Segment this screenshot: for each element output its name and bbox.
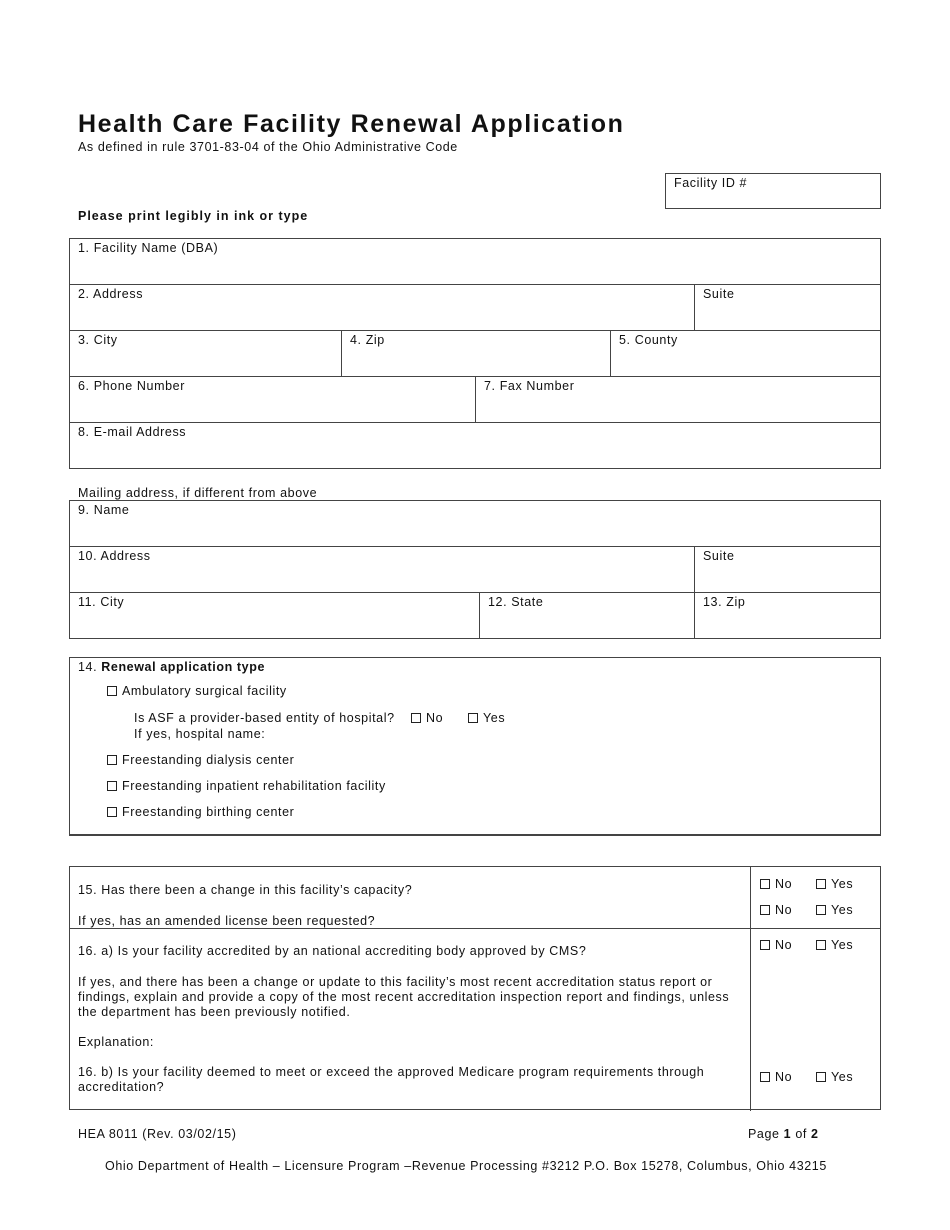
q16b-no-label: No <box>775 1070 793 1084</box>
birthing-label: Freestanding birthing center <box>122 805 295 819</box>
city-row <box>70 331 880 377</box>
q16-text-area <box>70 929 750 1111</box>
hospital-name-label: If yes, hospital name: <box>134 727 266 741</box>
asf-no-checkbox[interactable] <box>411 713 421 723</box>
dialysis-label: Freestanding dialysis center <box>122 753 295 767</box>
mailing-address-field[interactable] <box>70 547 694 592</box>
explanation-label[interactable]: Explanation: <box>78 1035 154 1049</box>
q15b-no-label: No <box>775 903 793 917</box>
q16b-no-checkbox[interactable] <box>760 1072 770 1082</box>
page-word: Page <box>748 1127 780 1141</box>
facility-name-label: 1. Facility Name (DBA) <box>78 241 219 255</box>
q15-yes-option[interactable] <box>816 877 853 891</box>
q15-no-checkbox[interactable] <box>760 879 770 889</box>
asf-no-option[interactable] <box>411 711 443 725</box>
page-title: Health Care Facility Renewal Application <box>78 110 625 138</box>
q16-answers <box>750 929 880 1111</box>
mailing-suite-field[interactable] <box>694 547 880 592</box>
page-total: 2 <box>811 1127 819 1141</box>
renewal-type-number: 14. <box>78 660 98 674</box>
asf-question-text: Is ASF a provider-based entity of hospital? <box>134 711 395 725</box>
page-subtitle: As defined in rule 3701-83-04 of the Ohio Administrative Code <box>78 140 458 154</box>
asf-checkbox[interactable] <box>107 686 117 696</box>
county-label: 5. County <box>619 333 678 347</box>
mailing-zip-label: 13. Zip <box>703 595 746 609</box>
page-of: of <box>795 1127 807 1141</box>
hospital-name-field[interactable] <box>134 727 265 741</box>
rehab-option[interactable] <box>107 779 386 793</box>
mailing-state-field[interactable] <box>479 593 694 639</box>
phone-label: 6. Phone Number <box>78 379 185 393</box>
q16a-no-label: No <box>775 938 793 952</box>
phone-field[interactable] <box>70 377 475 422</box>
q16a-no-option[interactable] <box>760 938 792 952</box>
mailing-state-label: 12. State <box>488 595 544 609</box>
address-label: 2. Address <box>78 287 144 301</box>
mailing-city-row <box>70 593 880 639</box>
mailing-address-label: 10. Address <box>78 549 151 563</box>
fax-label: 7. Fax Number <box>484 379 575 393</box>
q15-yes-label: Yes <box>831 877 854 891</box>
birthing-option[interactable] <box>107 805 294 819</box>
zip-field[interactable] <box>341 331 610 376</box>
q16b-no-option[interactable] <box>760 1070 792 1084</box>
q15b-yes-option[interactable] <box>816 903 853 917</box>
q15b-no-option[interactable] <box>760 903 792 917</box>
facility-id-label: Facility ID # <box>674 176 748 190</box>
q16a-text: 16. a) Is your facility accredited by an national accrediting body approved by CMS? <box>78 944 587 958</box>
asf-yes-option[interactable] <box>468 711 505 725</box>
mailing-name-label: 9. Name <box>78 503 130 517</box>
q15-yes-checkbox[interactable] <box>816 879 826 889</box>
questions-section <box>69 866 881 1110</box>
birthing-checkbox[interactable] <box>107 807 117 817</box>
mailing-suite-label: Suite <box>703 549 735 563</box>
facility-name-field[interactable] <box>70 239 880 284</box>
facility-info-section <box>69 238 881 469</box>
rehab-checkbox[interactable] <box>107 781 117 791</box>
q15-text-area <box>70 867 750 928</box>
footer-address: Ohio Department of Health – Licensure Program –Revenue Processing #3212 P.O. Box 15278, Columbus, Ohio 43215 <box>105 1159 827 1173</box>
fax-field[interactable] <box>475 377 880 422</box>
renewal-type-heading <box>78 660 265 674</box>
renewal-type-title: Renewal application type <box>101 660 266 674</box>
email-row <box>70 423 880 469</box>
email-field[interactable] <box>70 423 880 469</box>
asf-yes-checkbox[interactable] <box>468 713 478 723</box>
mailing-zip-field[interactable] <box>694 593 880 639</box>
asf-option[interactable] <box>107 684 287 698</box>
renewal-type-section <box>69 657 881 836</box>
mailing-city-label: 11. City <box>78 595 125 609</box>
q16b-yes-label: Yes <box>831 1070 854 1084</box>
zip-label: 4. Zip <box>350 333 385 347</box>
q16b-text: 16. b) Is your facility deemed to meet or exceed the approved Medicare program requirements through accreditation? <box>78 1065 705 1094</box>
q16a-yes-checkbox[interactable] <box>816 940 826 950</box>
q15-no-label: No <box>775 877 793 891</box>
city-field[interactable] <box>70 331 341 376</box>
rehab-label: Freestanding inpatient rehabilitation facility <box>122 779 386 793</box>
q15-row <box>70 867 880 929</box>
q16a-detail: If yes, and there has been a change or update to this facility’s most recent accreditation status report or findings, explain and provide a copy of the most recent accreditation inspection report and findings, unless the department has been previously notified. <box>78 975 730 1019</box>
city-label: 3. City <box>78 333 118 347</box>
county-field[interactable] <box>610 331 880 376</box>
dialysis-checkbox[interactable] <box>107 755 117 765</box>
facility-name-row <box>70 239 880 285</box>
form-id: HEA 8011 (Rev. 03/02/15) <box>78 1127 237 1141</box>
q15b-no-checkbox[interactable] <box>760 905 770 915</box>
address-row <box>70 285 880 331</box>
asf-label: Ambulatory surgical facility <box>122 684 287 698</box>
suite-label: Suite <box>703 287 735 301</box>
page-indicator <box>748 1127 819 1141</box>
mailing-name-field[interactable] <box>70 501 880 546</box>
dialysis-option[interactable] <box>107 753 294 767</box>
mailing-section <box>69 500 881 639</box>
mailing-city-field[interactable] <box>70 593 479 639</box>
q15-no-option[interactable] <box>760 877 792 891</box>
q15-text: 15. Has there been a change in this facility’s capacity? <box>78 883 413 897</box>
q16a-no-checkbox[interactable] <box>760 940 770 950</box>
q16-row <box>70 929 880 1111</box>
q16b-yes-checkbox[interactable] <box>816 1072 826 1082</box>
q15b-yes-checkbox[interactable] <box>816 905 826 915</box>
q16a-yes-label: Yes <box>831 938 854 952</box>
asf-yes-label: Yes <box>483 711 506 725</box>
q16a-yes-option[interactable] <box>816 938 853 952</box>
print-note: Please print legibly in ink or type <box>78 209 309 223</box>
mailing-name-row <box>70 501 880 547</box>
page-current: 1 <box>783 1127 792 1141</box>
facility-id-field[interactable] <box>665 173 881 209</box>
q15b-text: If yes, has an amended license been requested? <box>78 914 376 928</box>
mailing-address-row <box>70 547 880 593</box>
q15b-yes-label: Yes <box>831 903 854 917</box>
email-label: 8. E-mail Address <box>78 425 187 439</box>
mailing-note: Mailing address, if different from above <box>78 486 318 500</box>
q16b-yes-option[interactable] <box>816 1070 853 1084</box>
address-field[interactable] <box>70 285 694 330</box>
suite-field[interactable] <box>694 285 880 330</box>
q15-answers <box>750 867 880 928</box>
asf-no-label: No <box>426 711 444 725</box>
phone-row <box>70 377 880 423</box>
asf-hospital-question <box>134 711 395 725</box>
